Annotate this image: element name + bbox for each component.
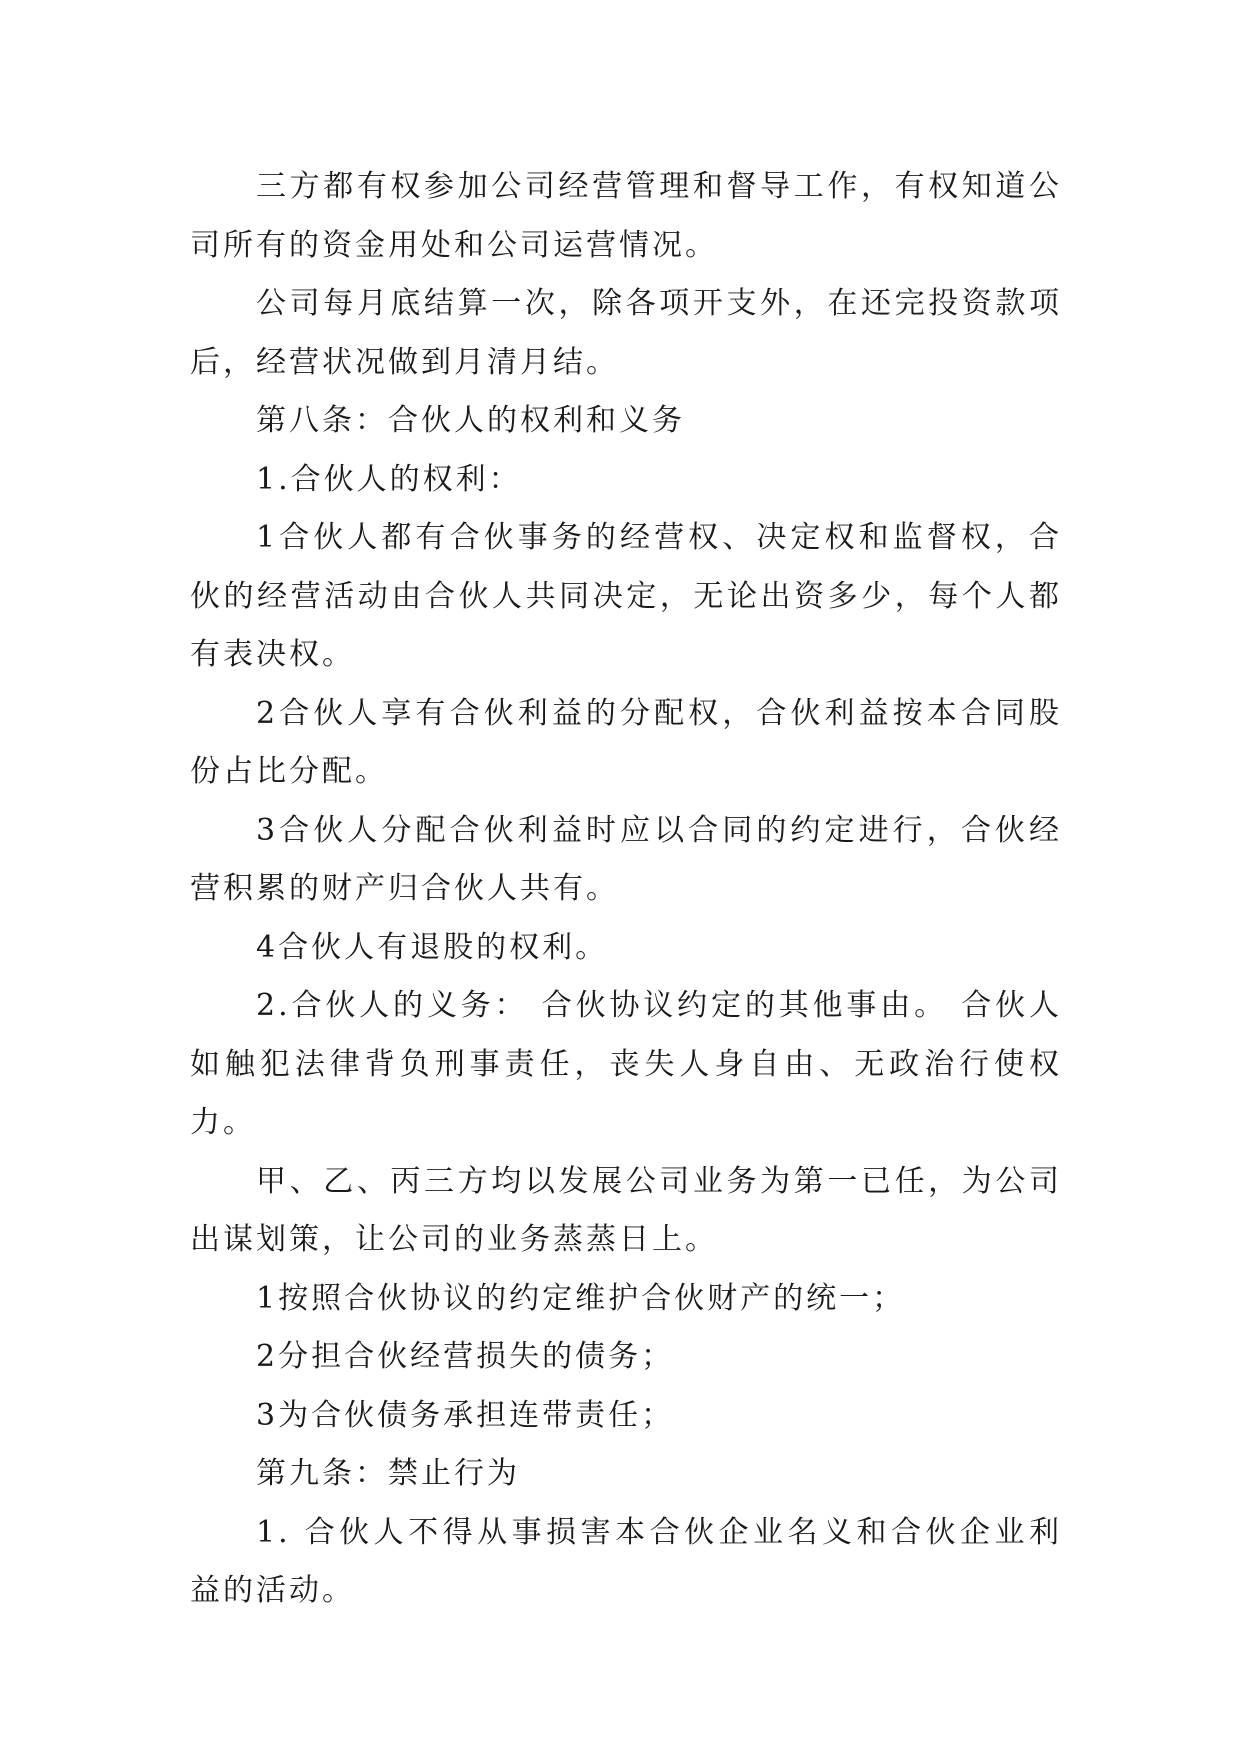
article-8-heading: 第八条：合伙人的权利和义务 — [256, 403, 685, 438]
paragraph-monthly-settlement: 公司每月底结算一次，除各项开支外，在还完投资款项后，经营状况做到月清月结。 — [190, 286, 1062, 380]
right-item-1: 1合伙人都有合伙事务的经营权、决定权和监督权，合伙的经营活动由合伙人共同决定，无论出资多少，每个人都有表决权。 — [190, 520, 1062, 672]
right-item-3: 3合伙人分配合伙利益时应以合同的约定进行，合伙经营积累的财产归合伙人共有。 — [190, 812, 1062, 906]
obligation-item-2: 2分担合伙经营损失的债务； — [256, 1339, 675, 1374]
obligation-item-1: 1按照合伙协议的约定维护合伙财产的统一； — [256, 1280, 906, 1316]
article-9-heading: 第九条：禁止行为 — [256, 1456, 520, 1491]
partner-rights-heading: 1.合伙人的权利： — [256, 461, 522, 497]
right-item-4: 4合伙人有退股的权利。 — [256, 929, 609, 965]
right-item-2: 2合伙人享有合伙利益的分配权，合伙利益按本合同股份占比分配。 — [190, 695, 1062, 789]
prohibition-item-1: 1. 合伙人不得从事损害本合伙企业名义和合伙企业利益的活动。 — [190, 1514, 1062, 1608]
obligation-item-3: 3为合伙债务承担连带责任； — [256, 1397, 675, 1433]
document-body — [190, 158, 1062, 1621]
paragraph-business-development: 甲、乙、丙三方均以发展公司业务为第一已任，为公司出谋划策，让公司的业务蒸蒸日上。 — [190, 1163, 1062, 1257]
partner-obligations-heading: 2.合伙人的义务： 合伙协议约定的其他事由。 合伙人如触犯法律背负刑事责任，丧失人身自由、无政治行使权力。 — [190, 988, 1062, 1140]
paragraph-rights-participation: 三方都有权参加公司经营管理和督导工作，有权知道公司所有的资金用处和公司运营情况。 — [190, 169, 1062, 263]
